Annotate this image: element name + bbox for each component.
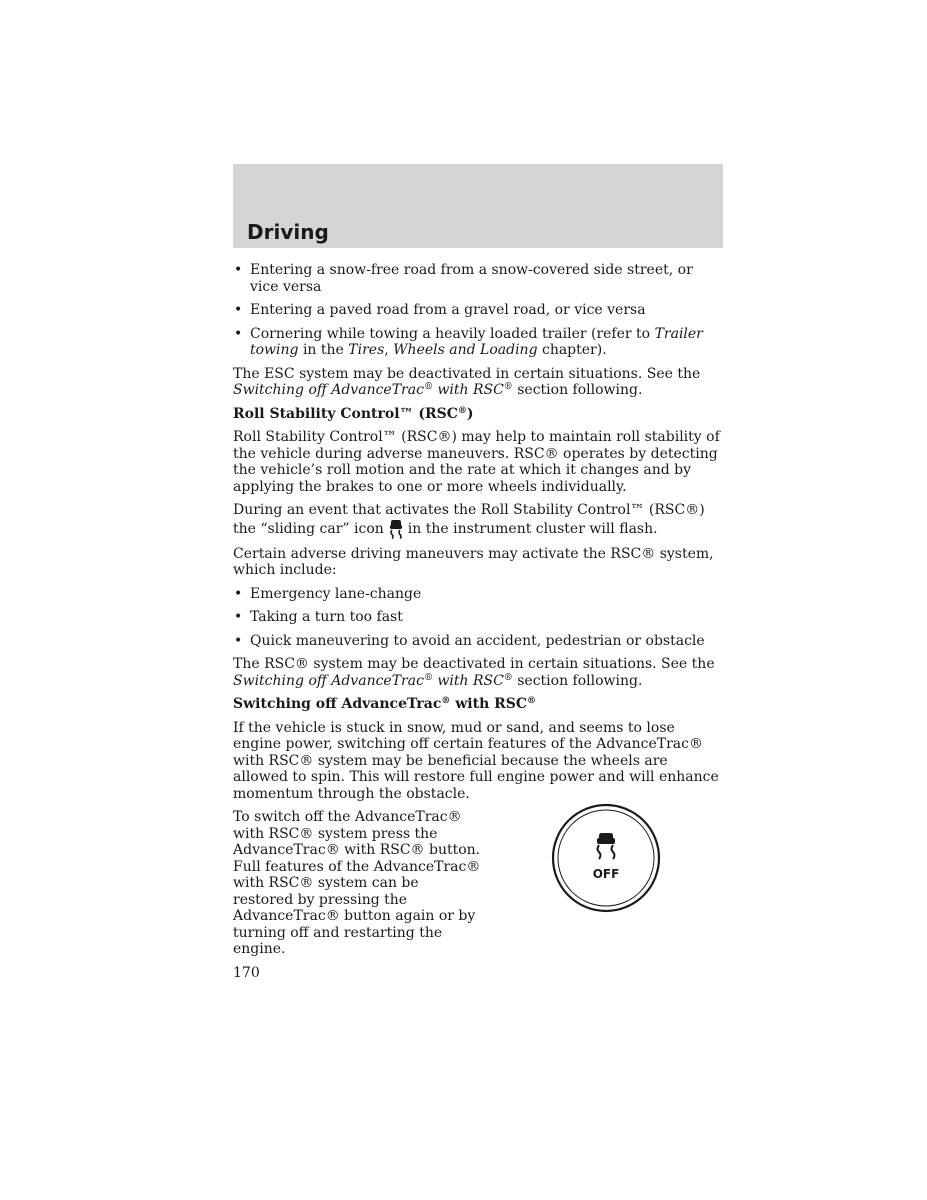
advancetrac-off-button-icon — [551, 803, 661, 913]
rsc-icon-paragraph: During an event that activates the Roll Stability Control™ (RSC®) the “sliding car” icon in the instrument cluster will flash. — [233, 502, 705, 537]
list-item: • Entering a snow-free road from a snow-covered side street, or vice versa — [233, 262, 725, 295]
rsc-maneuvers-paragraph: Certain adverse driving maneuvers may activate the RSC® system, which include: — [233, 545, 714, 578]
section-title: Driving — [247, 220, 329, 244]
list-item: • Emergency lane-change — [233, 586, 725, 603]
switching-off-paragraph: If the vehicle is stuck in snow, mud or sand, and seems to lose engine power, switching off certain features of the AdvanceTrac® with RSC® system may be beneficial because the wheels are allowed to spin. This will restore full engine power and will enhance momentum through the obstacle. — [233, 719, 719, 802]
esc-paragraph: The ESC system may be deactivated in certain situations. See the Switching off AdvanceTrac® with RSC® section following. — [233, 365, 701, 398]
button-off-label: OFF — [592, 867, 620, 881]
list-item: • Taking a turn too fast — [233, 609, 725, 626]
rsc-heading: Roll Stability Control™ (RSC®) — [233, 405, 474, 422]
page-number: 170 — [233, 964, 260, 981]
switch-procedure-paragraph: To switch off the AdvanceTrac® with RSC® system press the AdvanceTrac® with RSC® button. Full features of the AdvanceTrac® with RSC® system can be restored by pressing the AdvanceTrac® button again or by turning off and restarting the engine. — [233, 809, 481, 957]
list-item: • Entering a paved road from a gravel road, or vice versa — [233, 302, 725, 319]
rsc-paragraph: Roll Stability Control™ (RSC®) may help to maintain roll stability of the vehicle during adverse maneuvers. RSC® operates by detecting the vehicle’s roll motion and the rate at which it changes and by applying the brakes to one or more wheels individually. — [233, 429, 720, 495]
switching-off-heading: Switching off AdvanceTrac® with RSC® — [233, 696, 537, 712]
header-band — [233, 164, 723, 248]
page-content — [233, 262, 725, 981]
bullet-list-top — [233, 262, 725, 359]
list-item: • Cornering while towing a heavily loaded trailer (refer to Trailer towing in the Tires, Wheels and Loading chapter). — [233, 326, 725, 359]
rsc-deactivate-paragraph: The RSC® system may be deactivated in certain situations. See the Switching off AdvanceTrac® with RSC® section following. — [233, 656, 715, 689]
sliding-car-icon — [388, 519, 404, 539]
switch-procedure — [233, 809, 725, 958]
list-item: • Quick maneuvering to avoid an accident, pedestrian or obstacle — [233, 633, 725, 650]
bullet-list-rsc — [233, 586, 725, 650]
